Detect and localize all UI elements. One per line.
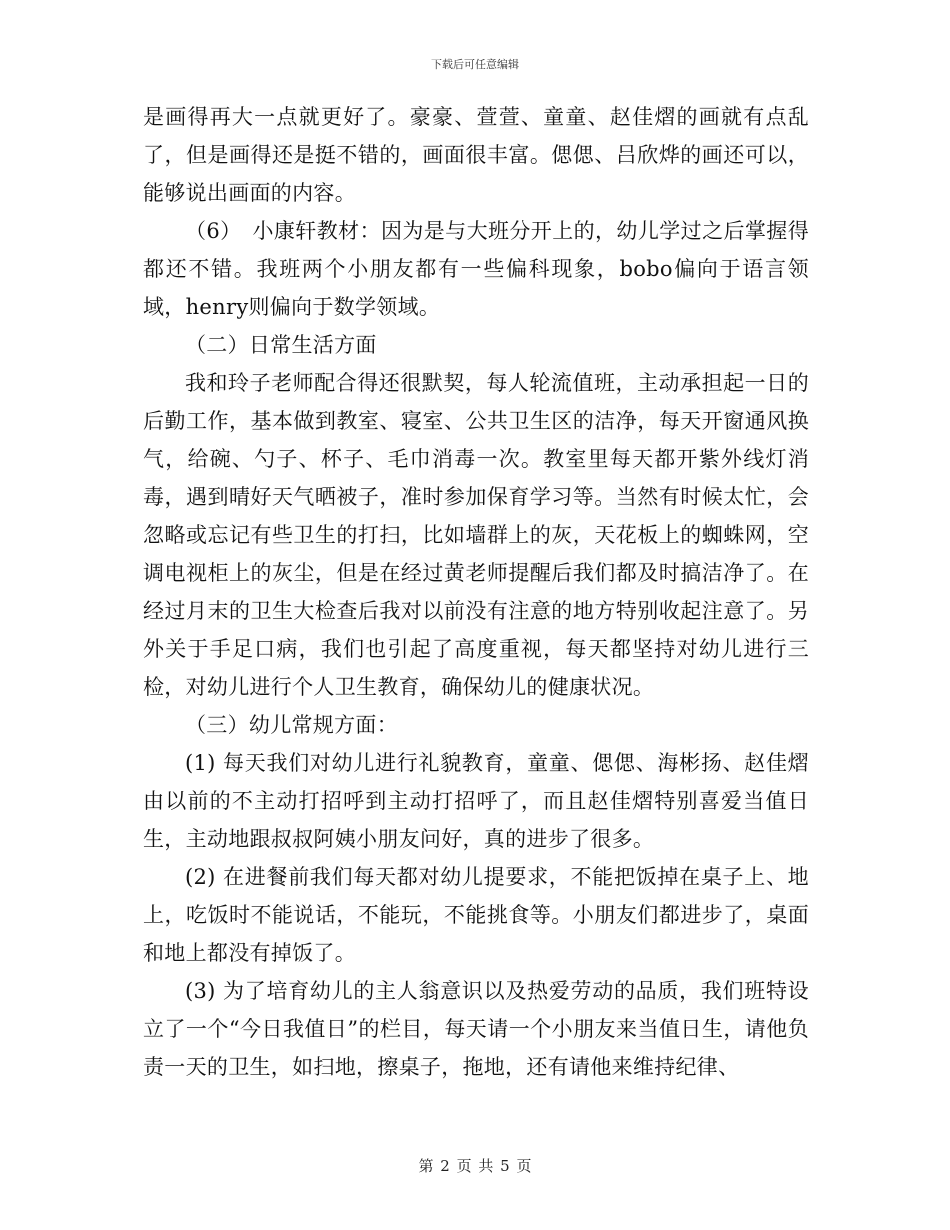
section-heading-daily-life: （二）日常生活方面 — [185, 333, 377, 357]
section-heading-routine: （三）幼儿常规方面： — [185, 713, 398, 737]
paragraph-routine-2: (2) 在进餐前我们每天都对幼儿提要求，不能把饭掉在桌子上、地上，吃饭时不能说话，不能玩，不能挑食等。小朋友们都进步了，桌面和地上都没有掉饭了。 — [143, 865, 809, 965]
page-header: 下载后可任意编辑 — [431, 58, 519, 71]
paragraph-xiaokangxuan: （6） 小康轩教材：因为是与大班分开上的，幼儿学过之后掌握得都还不错。我班两个小朋友都有一些偏科现象，bobo偏向于语言领域，henry则偏向于数学领域。 — [143, 219, 809, 319]
paragraph-routine-3: (3) 为了培育幼儿的主人翁意识以及热爱劳动的品质，我们班特设立了一个“今日我值日”的栏目，每天请一个小朋友来当值日生，请他负责一天的卫生，如扫地，擦桌子，拖地，还有请他来维持纪律、 — [143, 979, 809, 1079]
paragraph-daily-life: 我和玲子老师配合得还很默契，每人轮流值班，主动承担起一日的后勤工作，基本做到教室、寝室、公共卫生区的洁净，每天开窗通风换气，给碗、勺子、杯子、毛巾消毒一次。教室里每天都开紫外线灯消毒，遇到晴好天气晒被子，准时参加保育学习等。当然有时候太忙，会忽略或忘记有些卫生的打扫，比如墙群上的灰，天花板上的蜘蛛网，空调电视柜上的灰尘，但是在经过黄老师提醒后我们都及时搞洁净了。在经过月末的卫生大检查后我对以前没有注意的地方特别收起注意了。另外关于手足口病，我们也引起了高度重视，每天都坚持对幼儿进行三检，对幼儿进行个人卫生教育，确保幼儿的健康状况。 — [143, 371, 809, 699]
document-body — [143, 98, 809, 1086]
paragraph-routine-1: (1) 每天我们对幼儿进行礼貌教育，童童、偲偲、海彬扬、赵佳熠由以前的不主动打招呼到主动打招呼了，而且赵佳熠特别喜爱当值日生，主动地跟叔叔阿姨小朋友问好，真的进步了很多。 — [143, 751, 809, 851]
paragraph-continued: 是画得再大一点就更好了。豪豪、萱萱、童童、赵佳熠的画就有点乱了，但是画得还是挺不错的，画面很丰富。偲偲、吕欣烨的画还可以，能够说出画面的内容。 — [143, 105, 809, 205]
page-footer: 第 2 页 共 5 页 — [418, 1157, 532, 1175]
